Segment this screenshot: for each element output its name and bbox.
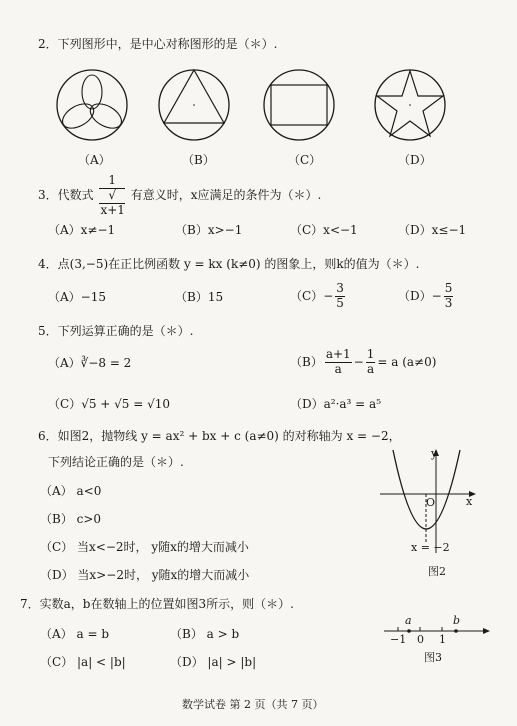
figure-3-point-b: b: [453, 614, 461, 627]
figure-2-x-label: x: [466, 495, 473, 508]
page-footer: 数学试卷 第 2 页（共 7 页）: [182, 698, 324, 711]
q2-label-d: （D）: [398, 153, 432, 167]
figure-3-point-a: a: [405, 614, 412, 627]
q4-option-c-den: 5: [336, 295, 344, 310]
q4-option-c-num: 3: [336, 281, 344, 295]
q7-option-c: （C） |a| < |b|: [40, 655, 126, 669]
q3-option-d: （D）x≤−1: [398, 223, 467, 237]
q5-option-b-num2: 1: [366, 347, 375, 361]
star-in-circle-icon: [373, 68, 448, 143]
figure-2-axis-note: x = −2: [411, 541, 450, 554]
q4-option-c-label: （C）: [290, 288, 324, 303]
q3-stem-line: [38, 174, 321, 217]
q5-option-a: （A）∛−8 = 2: [48, 356, 132, 370]
figure-3-tick-0: 0: [417, 633, 424, 646]
q7-stem: 7．实数a，b在数轴上的位置如图3所示，则（＊）.: [20, 597, 294, 611]
q3-stem-pre: 3．代数式: [38, 188, 94, 203]
q3-option-b: （B）x>−1: [175, 223, 243, 237]
q6-option-c: （C） 当x<−2时， y随x的增大而减小: [40, 540, 249, 554]
q7-option-b: （B） a > b: [170, 627, 240, 641]
q3-frac-num: 1: [99, 174, 124, 189]
q4-option-d-sign: −: [431, 288, 442, 303]
q5-option-b-num1: a+1: [325, 347, 351, 361]
q3-fraction: [99, 174, 124, 217]
q5-option-b-tail: = a (a≠0): [377, 354, 437, 369]
q5-option-b-label: （B）: [290, 354, 323, 369]
q6-stem-line1: 6．如图2，抛物线 y = ax² + bx + c (a≠0) 的对称轴为 x = −2，: [38, 429, 401, 443]
figure-2-caption: 图2: [428, 565, 446, 578]
q4-option-d-den: 3: [444, 295, 453, 310]
q7-option-a: （A） a = b: [40, 627, 110, 641]
q4-stem: 4．点(3,−5)在正比例函数 y = kx (k≠0) 的图象上，则k的值为（＊）.: [38, 257, 420, 271]
q6-option-d: （D） 当x>−2时， y随x的增大而减小: [40, 568, 250, 582]
q6-stem-line2: 下列结论正确的是（＊）.: [48, 455, 184, 469]
q5-stem: 5．下列运算正确的是（＊）.: [38, 324, 194, 338]
q3-option-a: （A）x≠−1: [48, 223, 116, 237]
q2-label-c: （C）: [288, 153, 322, 167]
q2-label-a: （A）: [78, 153, 111, 167]
figure-3-caption: 图3: [424, 651, 442, 664]
q5-option-c: [48, 398, 170, 410]
q7-option-d: （D） |a| > |b|: [170, 655, 257, 669]
q4-option-c: [290, 282, 347, 311]
trefoil-in-circle-icon: [55, 68, 130, 143]
q5-option-b-den2: a: [366, 361, 375, 376]
q5-option-b-den1: a: [334, 361, 342, 376]
q4-option-c-sign: −: [323, 288, 334, 303]
figure-2-origin-label: O: [426, 496, 436, 509]
q5-option-c-expr: √5 + √5 = √10: [81, 397, 171, 411]
q4-option-c-fraction: [335, 282, 345, 311]
q5-option-b-frac1: [325, 348, 352, 377]
q2-stem: 2．下列图形中，是中心对称图形的是（＊）.: [38, 37, 278, 51]
q4-option-d-label: （D）: [398, 288, 432, 303]
q6-option-a: （A） a<0: [40, 484, 102, 498]
q4-option-a: （A）−15: [48, 290, 106, 304]
q3-stem-post: 有意义时，x应满足的条件为（＊）.: [130, 188, 322, 203]
q3-frac-den-radicand: x+1: [100, 202, 125, 217]
figure-3-tick-neg1: −1: [390, 633, 407, 646]
q5-option-b-frac2: [366, 348, 376, 377]
q4-option-d-fraction: [444, 282, 454, 311]
q4-option-d: [398, 282, 455, 311]
q3-frac-den: √ x+1: [100, 187, 125, 217]
q5-option-c-label: （C）: [48, 397, 82, 411]
q6-option-b: （B） c>0: [40, 512, 102, 526]
q4-option-d-num: 5: [444, 281, 453, 295]
figure-2-y-label: y: [431, 447, 438, 460]
figure-3-tick-1: 1: [439, 633, 446, 646]
q5-option-d: （D）a²·a³ = a⁵: [290, 397, 382, 411]
q4-option-b: （B）15: [175, 290, 224, 304]
q3-option-c: （C）x<−1: [290, 223, 358, 237]
rectangle-in-circle-icon: [262, 68, 337, 143]
triangle-in-circle-icon: [157, 68, 232, 143]
q2-label-b: （B）: [182, 153, 215, 167]
q5-option-b: [290, 348, 436, 377]
q5-option-b-minus: −: [353, 354, 364, 369]
